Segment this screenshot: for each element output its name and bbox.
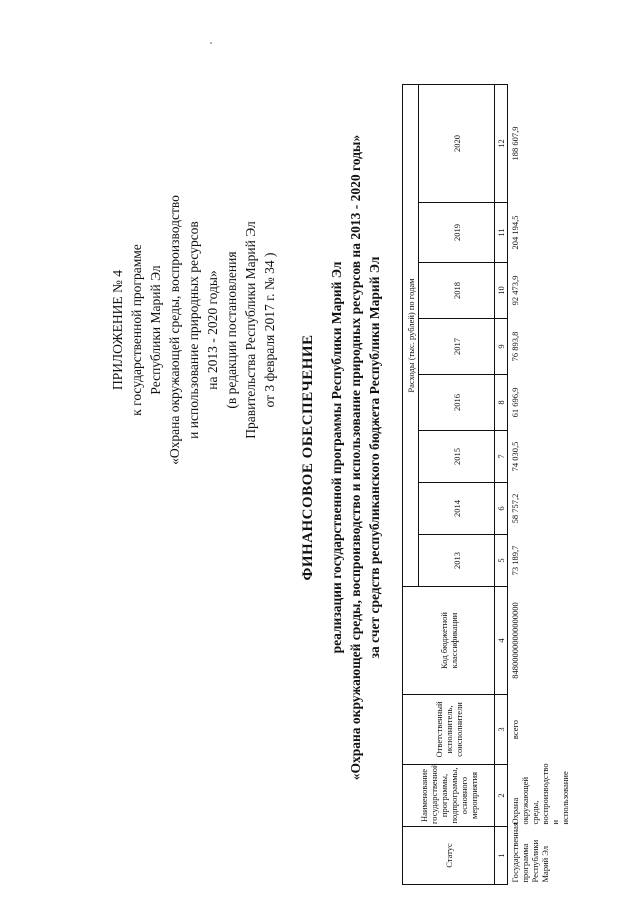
- header-year: 2020: [419, 85, 495, 203]
- row-value: 74 030,5: [510, 441, 520, 472]
- header-year: 2017: [419, 319, 495, 375]
- title-sub: за счет средств республиканского бюджета Республики Марий Эл: [367, 256, 382, 659]
- column-number: 9: [495, 319, 508, 375]
- appendix-line: Правительства Республики Марий Эл: [243, 221, 258, 439]
- row-value: 76 893,8: [510, 331, 520, 362]
- row-name: Охрана окружающей среды, воспроизводство и использование: [510, 763, 570, 825]
- row-value: 73 189,7: [510, 545, 520, 576]
- header-year: 2014: [419, 483, 495, 535]
- row-value: 58 757,2: [510, 493, 520, 524]
- appendix-line: Республики Марий Эл: [148, 265, 163, 395]
- title-main: ФИНАНСОВОЕ ОБЕСПЕЧЕНИЕ: [300, 334, 316, 581]
- header-year: 2013: [419, 535, 495, 587]
- header-year: 2016: [419, 375, 495, 431]
- column-number: 1: [495, 827, 508, 885]
- title-sub: «Охрана окружающей среды, воспроизводство и использование природных ресурсов на 2013 - 2020 годы»: [348, 134, 363, 781]
- appendix-line: на 2013 - 2020 годы»: [205, 270, 220, 390]
- document-title: [300, 50, 384, 865]
- column-number: 7: [495, 431, 508, 483]
- column-number: 11: [495, 203, 508, 263]
- column-number: 10: [495, 263, 508, 319]
- appendix-line: к государственной программе: [129, 244, 144, 416]
- row-value: 92 473,9: [510, 275, 520, 306]
- finance-table: [402, 84, 571, 885]
- column-number: 2: [495, 765, 508, 827]
- column-number: 8: [495, 375, 508, 431]
- appendix-line: «Охрана окружающей среды, воспроизводство: [167, 195, 182, 465]
- appendix-block: [108, 165, 279, 495]
- header-name: Наименование государственной программы, подпрограммы, основного мероприятия: [403, 765, 495, 827]
- appendix-line: и использование природных ресурсов: [186, 221, 201, 439]
- row-code: 848000000000000000: [510, 602, 520, 679]
- column-number: 12: [495, 85, 508, 203]
- row-status: Государственная программа Республики Марий Эл: [510, 822, 550, 883]
- appendix-line: (в редакции постановления: [224, 251, 239, 409]
- header-code: Код бюджетной классификации: [403, 587, 495, 695]
- row-value: 204 194,5: [510, 215, 520, 250]
- title-sub: реализации государственной программы Республики Марий Эл: [329, 261, 344, 654]
- header-year: 2018: [419, 263, 495, 319]
- row-executor: всего: [510, 719, 520, 740]
- header-year: 2019: [419, 203, 495, 263]
- table-row: [508, 85, 572, 885]
- appendix-line: от 3 февраля 2017 г. № 34 ): [262, 252, 277, 408]
- column-number: 4: [495, 587, 508, 695]
- appendix-line: ПРИЛОЖЕНИЕ № 4: [110, 269, 125, 391]
- column-number: 5: [495, 535, 508, 587]
- header-executor: Ответственный исполнитель, соисполнители: [403, 695, 495, 765]
- column-number: 3: [495, 695, 508, 765]
- header-year: 2015: [419, 431, 495, 483]
- header-status: Статус: [403, 827, 495, 885]
- column-number: 6: [495, 483, 508, 535]
- row-value: 188 607,9: [510, 126, 520, 161]
- header-expenses: Расходы (тыс. рублей) по годам: [403, 85, 419, 587]
- row-value: 61 696,9: [510, 387, 520, 418]
